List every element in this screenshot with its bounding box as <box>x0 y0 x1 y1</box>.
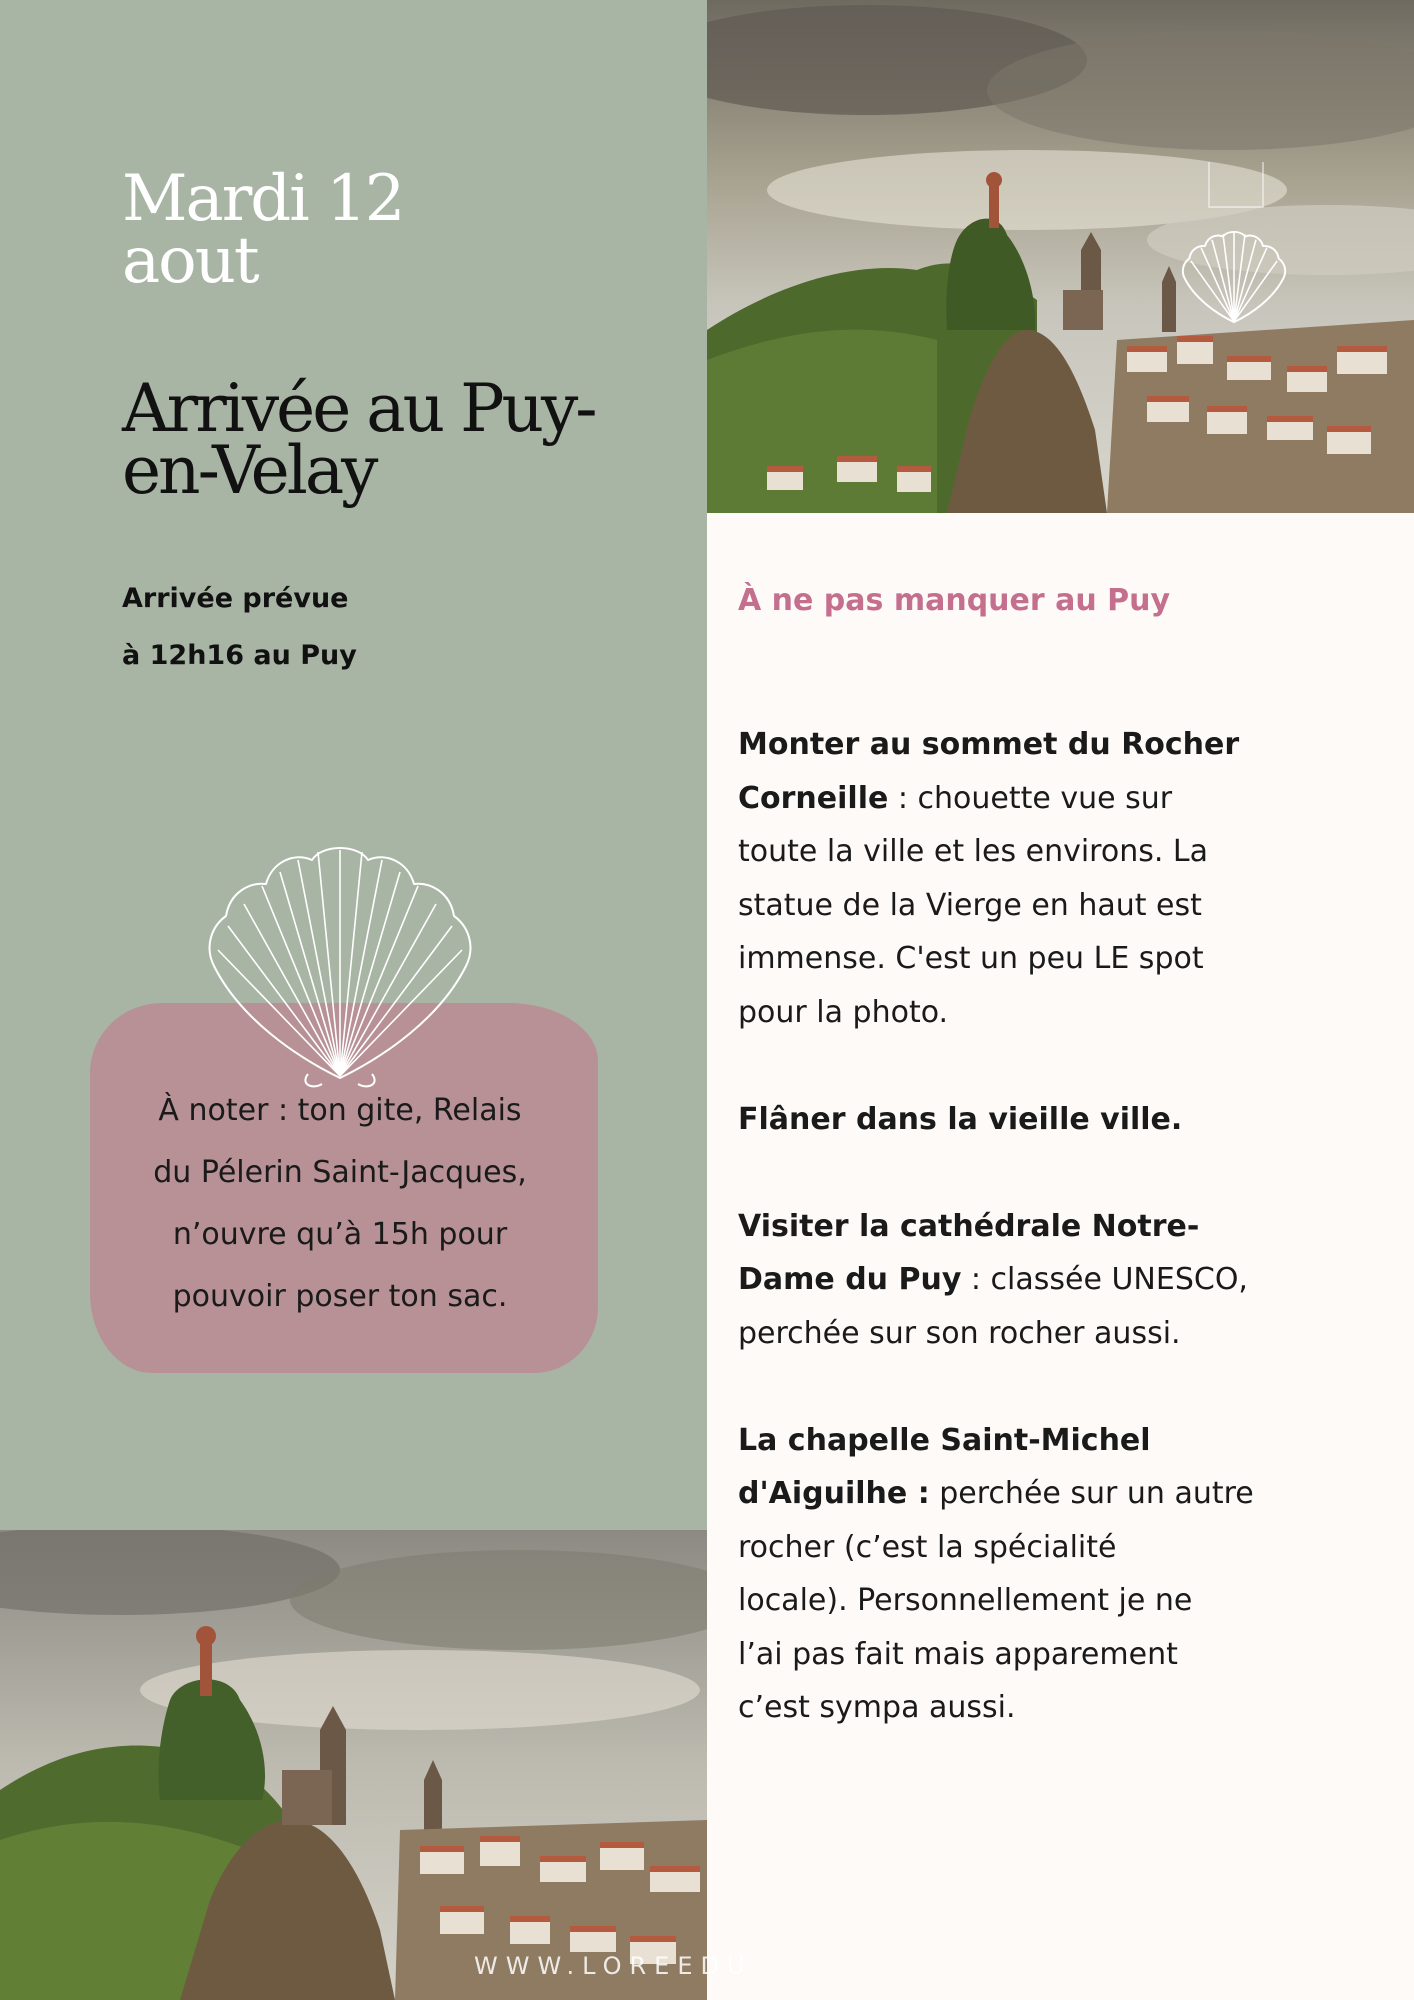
tip-2-bold: Flâner dans la vieille ville. <box>738 1101 1183 1137</box>
note-line-3: n’ouvre qu’à 15h pour <box>172 1217 508 1252</box>
title-line-2: en-Velay <box>122 432 376 509</box>
date-line-1: Mardi 12 <box>122 162 404 236</box>
tip-1-text-line-2: : chouette vue sur <box>888 780 1173 816</box>
tip-1-bold-line-2: Corneille <box>738 780 889 816</box>
scallop-shell-icon-small <box>1178 228 1290 328</box>
tip-chapelle-saint-michel <box>738 1414 1298 1735</box>
date-heading <box>122 162 404 298</box>
tip-rocher-corneille <box>738 718 1298 1039</box>
left-panel <box>0 0 707 1530</box>
decorative-frame <box>1208 162 1264 208</box>
tip-cathedrale <box>738 1200 1298 1361</box>
tip-1-bold-line-1: Monter au sommet du Rocher <box>738 727 1240 762</box>
arrival-line-1: Arrivée prévue <box>122 583 349 614</box>
page-title <box>122 370 642 509</box>
title-line-1: Arrivée au Puy- <box>122 370 595 447</box>
tip-4-text-line-4: locale). Personnellement je ne <box>738 1583 1193 1618</box>
arrival-line-2: à 12h16 au Puy <box>122 640 357 671</box>
tip-4-text-line-6: c’est sympa aussi. <box>738 1690 1016 1725</box>
tip-4-text-line-3: rocher (c’est la spécialité <box>738 1529 1117 1565</box>
tip-3-bold-line-2: Dame du Puy <box>738 1262 962 1297</box>
tip-4-bold-line-2: d'Aiguilhe : <box>738 1476 930 1511</box>
tip-4-text-line-5: l’ai pas fait mais apparement <box>738 1636 1178 1672</box>
section-title: À ne pas manquer au Puy <box>738 583 1171 618</box>
tips-list <box>738 718 1298 1788</box>
tip-3-bold-line-1: Visiter la cathédrale Notre- <box>738 1208 1200 1244</box>
note-line-1: À noter : ton gite, Relais <box>158 1093 522 1128</box>
tip-1-text-line-4: statue de la Vierge en haut est <box>738 887 1202 923</box>
tip-4-bold-line-1: La chapelle Saint-Michel <box>738 1422 1151 1458</box>
tip-1-text-line-3: toute la ville et les environs. La <box>738 834 1209 869</box>
tip-1-text-line-5: immense. C'est un peu LE spot <box>738 941 1204 976</box>
date-line-2: aout <box>122 224 258 298</box>
tip-vieille-ville <box>738 1093 1298 1147</box>
note-line-2: du Pélerin Saint-Jacques, <box>153 1155 527 1190</box>
tip-1-text-line-6: pour la photo. <box>738 994 949 1030</box>
note-text <box>130 1080 550 1328</box>
website-watermark: WWW.LOREEDU <box>474 1952 753 1980</box>
tip-4-text-line-2: perchée sur un autre <box>929 1476 1254 1511</box>
tip-3-text-line-3: perchée sur son rocher aussi. <box>738 1315 1181 1351</box>
scallop-shell-icon <box>200 838 480 1093</box>
arrival-info <box>122 570 357 684</box>
photo-le-puy-top <box>707 0 1414 513</box>
tip-3-text-line-2: : classée UNESCO, <box>961 1262 1248 1297</box>
note-line-4: pouvoir poser ton sac. <box>172 1279 508 1314</box>
photo-le-puy-bottom <box>0 1530 707 2000</box>
